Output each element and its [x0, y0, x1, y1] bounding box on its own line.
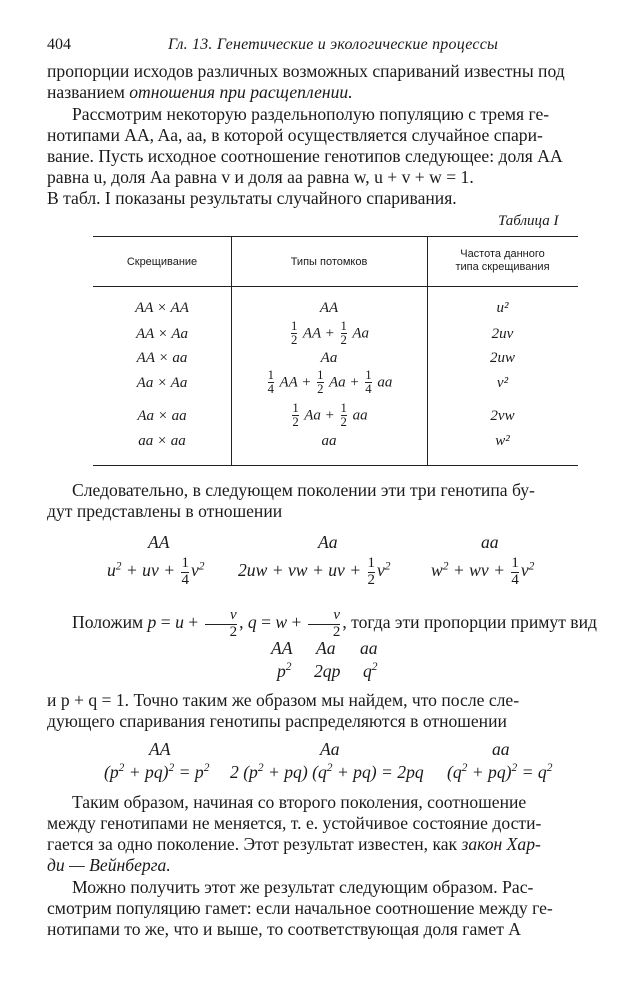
fraction: $\frac{1}{2}$: [317, 368, 324, 397]
paragraph-1-line-2: [47, 82, 595, 103]
term-segregation-ratio: отношения при расщеплении.: [129, 82, 353, 102]
table-header-rule: [93, 286, 578, 287]
table-cell-cross: aa × aa: [138, 433, 186, 449]
term-hardy-weinberg-cont: ди — Вейнберга.: [47, 855, 171, 875]
eq2-value-p2: $p^2$: [277, 661, 292, 681]
fraction: $\frac{1}{4}$: [511, 555, 519, 588]
paragraph-3-line-1: Следовательно, в следующем поколении эти три генотипа бу-: [72, 480, 535, 500]
paragraph-7-line-3: нотипами то же, что и выше, то соответствующая доля гамет A: [47, 919, 521, 939]
eq1-label-AA: AA: [148, 532, 170, 552]
table-cell-offspring: AA: [319, 300, 339, 316]
term-hardy-weinberg: закон Хар-: [461, 834, 541, 854]
paragraph-6-line-1: Таким образом, начиная со второго поколения, соотношение: [72, 792, 527, 812]
table-cell-cross: AA × aa: [136, 350, 188, 366]
fraction: $\frac{1}{4}$: [365, 368, 372, 397]
paragraph-7-line-1: Можно получить этот же результат следующим образом. Рас-: [72, 877, 534, 897]
eq3-expr-aa: $(q^2 + pq)^2 = q^2$: [447, 762, 553, 782]
table-cell-frequency: 2vw: [490, 408, 515, 424]
table-cell-cross: AA × AA: [135, 300, 189, 316]
eq1-label-Aa: Aa: [318, 532, 338, 552]
paragraph-2-line-3: вание. Пусть исходное соотношение генотипов следующее: доля AA: [47, 146, 563, 166]
fraction: $\frac{1}{2}$: [292, 401, 299, 430]
eq1-label-aa: aa: [481, 532, 499, 552]
paragraph-3-line-2: дут представлены в отношении: [47, 501, 283, 521]
fraction: $\frac{1}{2}$: [367, 555, 375, 588]
fraction: $\frac{1}{2}$: [290, 319, 298, 348]
eq2-label-Aa: Aa: [316, 638, 336, 658]
col-header-frequency: Частота данного типа скрещивания: [455, 248, 550, 273]
fraction: $\frac{1}{4}$: [181, 555, 189, 588]
table-cell-cross: AA × Aa: [135, 326, 189, 342]
table-cell-cross: Aa × Aa: [136, 375, 188, 391]
eq3-label-AA: AA: [149, 739, 171, 759]
paragraph-5-line-2: дующего спаривания генотипы распределяются в отношении: [47, 711, 507, 731]
text-run: Положим: [72, 612, 144, 633]
eq2-value-2qp: 2qp: [314, 661, 341, 681]
table-cell-offspring: $\frac{1}{2}$ Aa + $\frac{1}{2}$ aa: [292, 401, 368, 430]
text-run: гается за одно поколение. Этот результат известен, как: [47, 834, 462, 854]
table-cell-frequency: v²: [496, 375, 509, 391]
text-run: названием: [47, 82, 130, 102]
paragraph-2-line-5: В табл. I показаны результаты случайного спаривания.: [47, 188, 457, 208]
eq3-label-aa: aa: [492, 739, 510, 759]
col-header-offspring: Типы потомков: [290, 256, 368, 268]
table-cell-frequency: u²: [496, 300, 509, 316]
table-cell-cross: Aa × aa: [137, 408, 187, 424]
paragraph-6-line-4: [47, 855, 595, 876]
eq2-label-aa: aa: [360, 638, 378, 658]
eq1-expr-Aa: 2uw + vw + uv + $\frac{1}{2}$ $v^2$: [238, 555, 391, 588]
paragraph-2-line-2: нотипами AA, Aa, aa, в которой осуществляется случайное спари-: [47, 125, 543, 145]
table-cell-offspring: $\frac{1}{2}$ AA + $\frac{1}{2}$ Aa: [290, 319, 370, 348]
table-cell-frequency: 2uv: [491, 326, 514, 342]
paragraph-7-line-2: смотрим популяцию гамет: если начальное соотношение между ге-: [47, 898, 553, 918]
eq3-expr-Aa: 2 $(p^2 + pq) (q^2 + pq) = 2pq$: [230, 762, 424, 782]
paragraph-5-line-1: и p + q = 1. Точно таким же образом мы найдем, что после сле-: [47, 690, 520, 710]
paragraph-2-line-1: Рассмотрим некоторую раздельнополую популяцию с тремя ге-: [72, 104, 550, 124]
eq2-value-q2: $q^2$: [363, 661, 378, 681]
table-top-rule: [93, 236, 578, 237]
paragraph-2-line-4: равна u, доля Aa равна v и доля aa равна w, u + v + w = 1.: [47, 167, 474, 187]
paragraph-4: Положим p = u + $\frac{v}{2}$ , q = w + $\frac{v}{2}$ , тогда эти пропорции примут вид: [72, 607, 597, 640]
fraction: $\frac{v}{2}$: [308, 608, 340, 640]
eq1-expr-AA: $u^2$ + uv + $\frac{1}{4}$ $v^2$: [107, 555, 205, 588]
paragraph-1-line-1: пропорции исходов различных возможных спариваний известны под: [47, 61, 565, 81]
eq3-expr-AA: $(p^2 + pq)^2 = p^2$: [104, 762, 210, 782]
col-header-cross: Скрещивание: [126, 256, 198, 268]
eq2-label-AA: AA: [271, 638, 293, 658]
text-run: тогда эти пропорции примут вид: [351, 612, 597, 633]
eq3-label-Aa: Aa: [320, 739, 340, 759]
table-cell-frequency: 2uw: [489, 350, 515, 366]
table-cell-frequency: w²: [495, 433, 510, 449]
mating-table: [93, 236, 578, 466]
paragraph-6-line-2: между генотипами не меняется, т. е. устойчивое состояние дости-: [47, 813, 542, 833]
fraction: $\frac{1}{2}$: [340, 319, 347, 348]
eq1-expr-aa: $w^2$ + wv + $\frac{1}{4}$ $v^2$: [431, 555, 535, 588]
table-bottom-rule: [93, 465, 578, 466]
fraction: $\frac{1}{4}$: [267, 368, 274, 397]
fraction: $\frac{1}{2}$: [340, 401, 347, 430]
fraction: $\frac{v}{2}$: [205, 608, 237, 640]
running-header: Гл. 13. Генетические и экологические процессы: [168, 36, 499, 53]
page-number: 404: [47, 36, 71, 53]
paragraph-6-line-3: [47, 834, 595, 855]
table-cell-offspring: aa: [321, 433, 337, 449]
table-caption: Таблица I: [498, 213, 559, 229]
table-cell-offspring: Aa: [320, 350, 338, 366]
table-cell-offspring: $\frac{1}{4}$ AA + $\frac{1}{2}$ Aa + $\frac{1}{4}$ aa: [267, 368, 393, 397]
